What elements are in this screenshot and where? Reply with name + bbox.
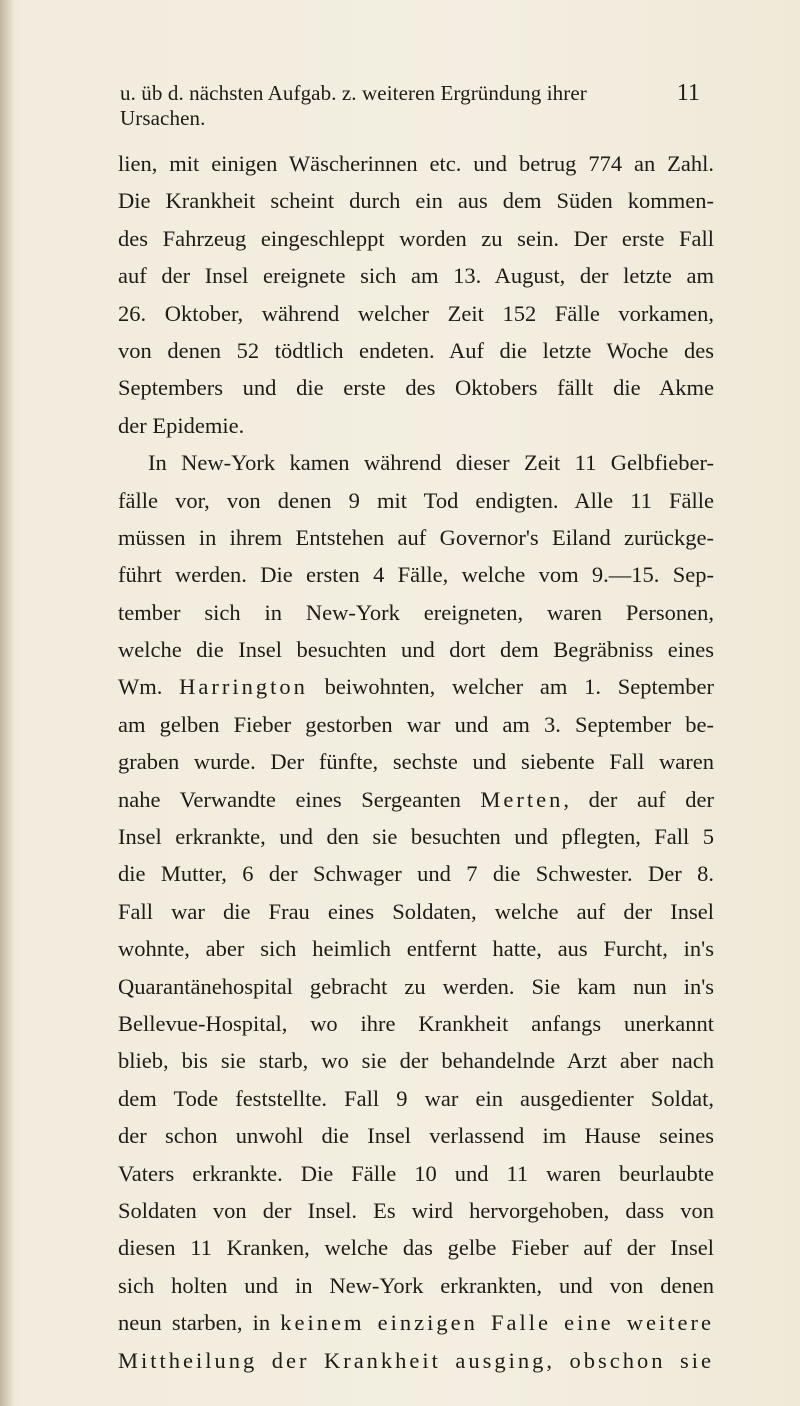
text-line: fälle vor, von denen 9 mit Tod endigten. Alle 11 Fälle [118,487,714,513]
text-line: von denen 52 tödtlich endeten. Auf die letzte Woche des [118,337,714,363]
person-name-harrington: Harrington [179,674,308,700]
body-text [118,145,714,1379]
text-line: müssen in ihrem Entstehen auf Governor's Eiland zurückge- [118,524,714,550]
text-line: sich holten und in New-York erkrankten, und von denen [118,1272,714,1298]
text-line: Quarantänehospital gebracht zu werden. Sie kam nun in's [118,973,714,999]
text-line: der schon unwohl die Insel verlassend im Hause seines [118,1123,714,1149]
text-line: welche die Insel besuchten und dort dem Begräbniss eines [118,637,714,663]
text-line: auf der Insel ereignete sich am 13. August, der letzte am [118,263,714,289]
line-segment: Wm. [118,674,180,700]
text-line: In New-York kamen während dieser Zeit 11 Gelbfieber- [148,450,714,476]
line-segment: beiwohnten, welcher am 1. September [307,674,714,700]
text-line-harrington [118,668,714,705]
line-segment: , der auf der [563,786,714,812]
text-line: Soldaten von der Insel. Es wird hervorgehoben, dass von [118,1197,714,1223]
text-line: Septembers und die erste des Oktobers fällt die Akme [118,375,714,401]
text-line: Insel erkrankte, und den sie besuchten und pflegten, Fall 5 [118,824,714,850]
emphasized-text: keinem einzigen Falle eine weitere [280,1310,714,1336]
text-line-emphasis-final: Mittheilung der Krankheit ausging, obschon sie [118,1347,714,1373]
text-line: blieb, bis sie starb, wo sie der behandelnde Arzt aber nach [118,1048,714,1074]
text-line: am gelben Fieber gestorben war und am 3. September be- [118,711,714,737]
page-number: 11 [676,80,700,106]
text-line: dem Tode feststellte. Fall 9 war ein ausgedienter Soldat, [118,1085,714,1111]
text-line: des Fahrzeug eingeschleppt worden zu sein. Der erste Fall [118,225,714,251]
text-line: wohnte, aber sich heimlich entfernt hatte, aus Furcht, in's [118,936,714,962]
text-line: der Epidemie. [118,412,245,438]
running-head [120,80,700,130]
text-line: 26. Oktober, während welcher Zeit 152 Fälle vorkamen, [118,300,714,326]
text-line: Fall war die Frau eines Soldaten, welche auf der Insel [118,898,714,924]
text-line-merten [118,781,714,818]
text-line: die Mutter, 6 der Schwager und 7 die Schwester. Der 8. [118,861,714,887]
text-line: Bellevue-Hospital, wo ihre Krankheit anfangs unerkannt [118,1010,714,1036]
text-line: tember sich in New-York ereigneten, waren Personen, [118,599,714,625]
line-segment: nahe Verwandte eines Sergeanten [118,786,481,812]
line-segment: neun starben, in [118,1310,281,1336]
text-line-emphasis [118,1304,714,1341]
running-title: u. üb d. nächsten Aufgab. z. weiteren Ergründung ihrer Ursachen. [120,81,587,130]
text-line: Vaters erkrankte. Die Fälle 10 und 11 waren beurlaubte [118,1160,714,1186]
text-line: Die Krankheit scheint durch ein aus dem Süden kommen- [118,188,714,214]
gutter-shadow [0,0,14,1406]
text-line: graben wurde. Der fünfte, sechste und siebente Fall waren [118,749,714,775]
text-line: diesen 11 Kranken, welche das gelbe Fieber auf der Insel [118,1235,714,1261]
person-name-merten: Merten [480,786,564,812]
text-line: führt werden. Die ersten 4 Fälle, welche vom 9.—15. Sep- [118,562,714,588]
text-line: lien, mit einigen Wäscherinnen etc. und betrug 774 an Zahl. [118,151,714,176]
